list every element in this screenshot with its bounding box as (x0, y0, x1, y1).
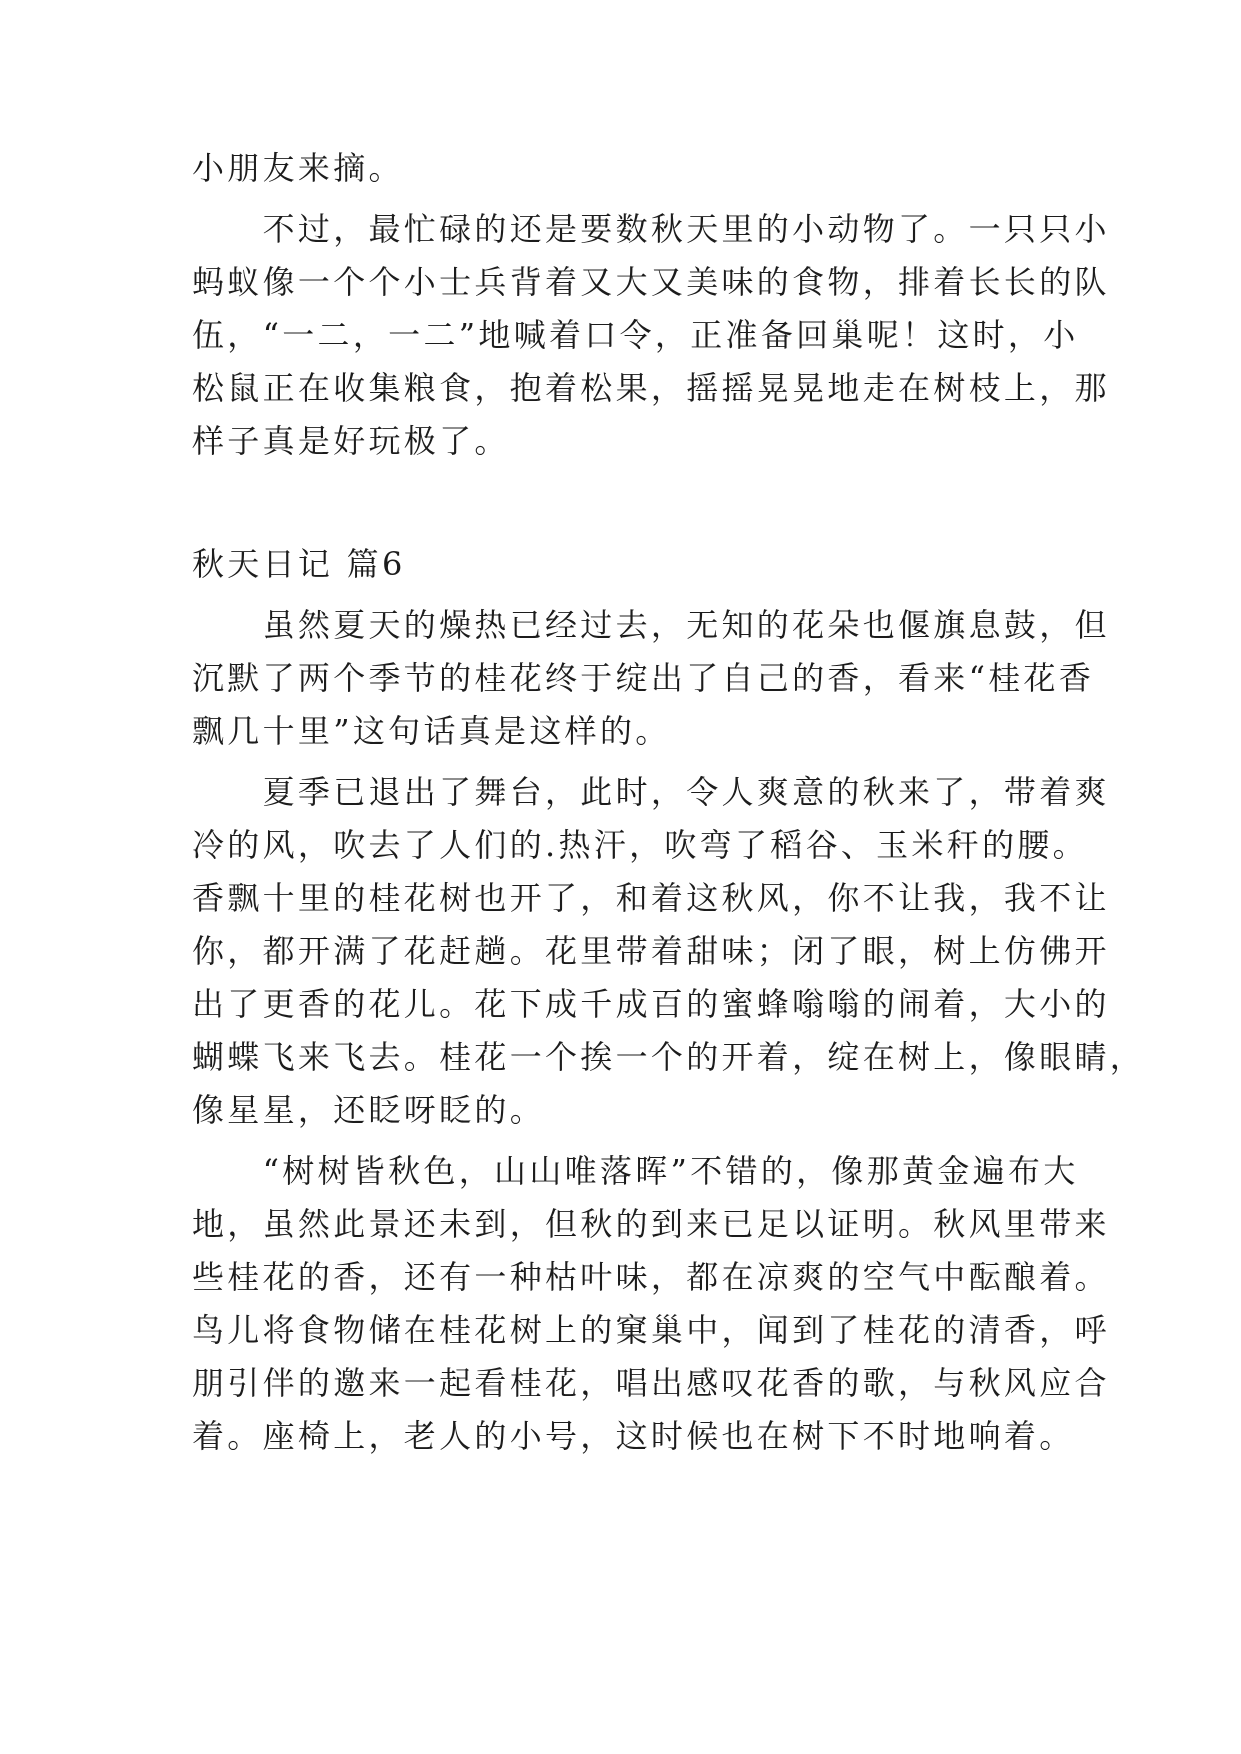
paragraph-line: 出了更香的花儿。花下成千成百的蜜蜂嗡嗡的闹着，大小的 (192, 985, 1110, 1023)
paragraph-line: 些桂花的香，还有一种枯叶味，都在凉爽的空气中酝酿着。 (192, 1258, 1110, 1296)
paragraph-line: 香飘十里的桂花树也开了，和着这秋风，你不让我，我不让 (192, 879, 1110, 917)
paragraph-line: 松鼠正在收集粮食，抱着松果，摇摇晃晃地走在树枝上，那 (192, 369, 1110, 407)
paragraph-line: 不过，最忙碌的还是要数秋天里的小动物了。一只只小 (192, 210, 1110, 248)
paragraph-line: 朋引伴的邀来一起看桂花，唱出感叹花香的歌，与秋风应合 (192, 1364, 1110, 1402)
paragraph-line: 冷的风，吹去了人们的.热汗，吹弯了稻谷、玉米秆的腰。 (192, 826, 1088, 864)
paragraph-line: 地，虽然此景还未到，但秋的到来已足以证明。秋风里带来 (192, 1205, 1110, 1243)
paragraph-line: 蚂蚁像一个个小士兵背着又大又美味的食物，排着长长的队 (192, 263, 1110, 301)
paragraph-line: 伍，“一二，一二”地喊着口令，正准备回巢呢！这时，小 (192, 316, 1079, 354)
paragraph-line: 飘几十里”这句话真是这样的。 (192, 712, 671, 750)
paragraph-line: 样子真是好玩极了。 (192, 422, 510, 460)
paragraph-line: “树树皆秋色，山山唯落晖”不错的，像那黄金遍布大 (192, 1152, 1079, 1190)
paragraph-line: 沉默了两个季节的桂花终于绽出了自己的香，看来“桂花香 (192, 659, 1095, 697)
paragraph-line: 小朋友来摘。 (192, 149, 404, 187)
paragraph-line: 你，都开满了花赶趟。花里带着甜味；闭了眼，树上仿佛开 (192, 932, 1110, 970)
paragraph-line: 像星星，还眨呀眨的。 (192, 1091, 546, 1129)
section-heading: 秋天日记 篇6 (192, 545, 406, 583)
paragraph-line: 鸟儿将食物储在桂花树上的窠巢中，闻到了桂花的清香，呼 (192, 1311, 1110, 1349)
paragraph-line: 夏季已退出了舞台，此时，令人爽意的秋来了，带着爽 (192, 773, 1110, 811)
paragraph-line: 蝴蝶飞来飞去。桂花一个挨一个的开着，绽在树上，像眼睛， (192, 1038, 1146, 1076)
paragraph-line: 虽然夏天的燥热已经过去，无知的花朵也偃旗息鼓，但 (192, 606, 1110, 644)
paragraph-line: 着。座椅上，老人的小号，这时候也在树下不时地响着。 (192, 1417, 1075, 1455)
